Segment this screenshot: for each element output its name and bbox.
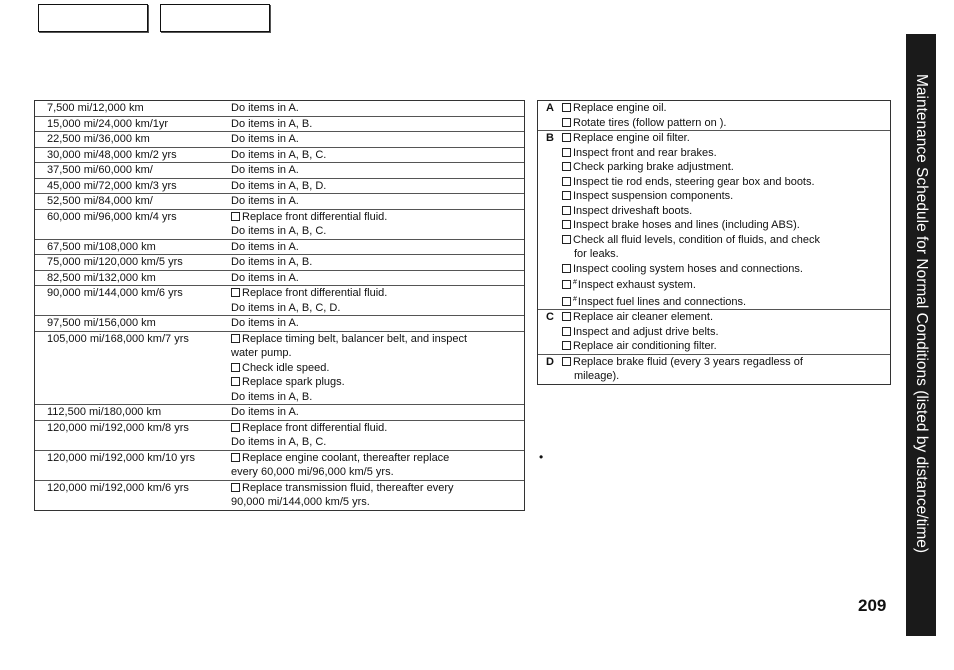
schedule-action-line <box>231 132 518 147</box>
section-sidebar-tab <box>906 34 936 636</box>
schedule-actions <box>231 101 524 116</box>
checkbox-icon <box>562 341 571 350</box>
schedule-distance: 52,500 mi/84,000 km/ <box>47 195 153 207</box>
checkbox-icon <box>562 220 571 229</box>
legend-item-text: Inspect front and rear brakes. <box>573 146 717 159</box>
schedule-action-line <box>231 179 518 194</box>
legend-items <box>562 101 890 130</box>
checkbox-icon <box>562 118 571 127</box>
schedule-action-line <box>231 421 518 436</box>
schedule-distance: 120,000 mi/192,000 km/8 yrs <box>47 421 189 434</box>
checkbox-icon <box>231 288 240 297</box>
legend-item <box>562 355 890 370</box>
schedule-action-text: water pump. <box>231 347 292 359</box>
schedule-distance: 112,500 mi/180,000 km <box>47 406 162 418</box>
schedule-action-text: Do items in A, B, C. <box>231 148 327 161</box>
schedule-action-line <box>231 465 518 480</box>
schedule-distance: 60,000 mi/96,000 km/4 yrs <box>47 210 177 223</box>
checkbox-icon <box>562 297 571 306</box>
schedule-action-text: Do items in A, B, C, D. <box>231 301 341 314</box>
legend-item-text: mileage). <box>574 370 620 382</box>
legend-item <box>562 131 890 146</box>
schedule-action-text: Do items in A. <box>231 133 299 145</box>
schedule-actions <box>231 117 524 132</box>
schedule-actions <box>231 405 524 420</box>
legend-item <box>562 189 890 204</box>
checkbox-icon <box>562 235 571 244</box>
schedule-action-text: Replace spark plugs. <box>242 376 345 388</box>
checkbox-icon <box>562 103 571 112</box>
schedule-actions <box>231 271 524 286</box>
schedule-row <box>35 210 524 240</box>
schedule-action-text: every 60,000 mi/96,000 km/5 yrs. <box>231 466 394 478</box>
legend-item <box>562 116 890 131</box>
checkbox-icon <box>562 327 571 336</box>
legend-item <box>562 339 890 354</box>
legend-item-text: Inspect cooling system hoses and connections. <box>573 262 803 275</box>
schedule-row <box>35 101 524 117</box>
checkbox-icon <box>562 177 571 186</box>
checkbox-icon <box>231 377 240 386</box>
schedule-action-line <box>231 240 518 255</box>
header-box-right <box>160 4 270 32</box>
legend-item-text: Replace air cleaner element. <box>573 311 714 323</box>
schedule-action-line <box>231 481 518 496</box>
schedule-row <box>35 332 524 406</box>
schedule-actions <box>231 421 524 450</box>
schedule-action-text: Check idle speed. <box>242 361 330 374</box>
legend-group <box>538 101 890 131</box>
schedule-action-line <box>231 435 518 450</box>
legend-item <box>562 276 890 293</box>
schedule-distance: 97,500 mi/156,000 km <box>47 317 156 329</box>
checkbox-icon <box>562 312 571 321</box>
legend-item <box>562 247 890 262</box>
schedule-action-line <box>231 332 518 347</box>
schedule-action-line <box>231 495 518 510</box>
checkbox-icon <box>562 357 571 366</box>
legend-key: D <box>546 355 554 368</box>
schedule-action-line <box>231 194 518 209</box>
schedule-action-line <box>231 361 518 376</box>
schedule-distance: 82,500 mi/132,000 km <box>47 271 156 284</box>
legend-item-text: Replace engine oil filter. <box>573 132 690 144</box>
schedule-action-text: Do items in A. <box>231 164 299 176</box>
schedule-action-text: Do items in A. <box>231 240 299 253</box>
checkbox-icon <box>562 280 571 289</box>
schedule-row <box>35 451 524 481</box>
legend-item-text: Inspect fuel lines and connections. <box>577 295 747 308</box>
schedule-action-text: Replace front differential fluid. <box>242 287 388 299</box>
schedule-actions <box>231 481 524 510</box>
legend-item <box>562 293 890 310</box>
schedule-action-line <box>231 375 518 390</box>
checkbox-icon <box>562 148 571 157</box>
schedule-action-text: 90,000 mi/144,000 km/5 yrs. <box>231 496 370 508</box>
legend-items <box>562 310 890 354</box>
legend-item-text: Check parking brake adjustment. <box>573 161 734 173</box>
schedule-action-line <box>231 101 518 116</box>
schedule-distance: 120,000 mi/192,000 km/6 yrs <box>47 481 189 494</box>
legend-group <box>538 355 890 384</box>
schedule-action-line <box>231 271 518 286</box>
schedule-action-line <box>231 117 518 132</box>
checkbox-icon <box>231 363 240 372</box>
maintenance-schedule-table <box>34 100 525 511</box>
legend-key: C <box>546 311 554 323</box>
schedule-distance: 105,000 mi/168,000 km/7 yrs <box>47 332 189 345</box>
page-number: 209 <box>858 596 887 615</box>
legend-item-text: Inspect and adjust drive belts. <box>573 325 719 338</box>
schedule-actions <box>231 179 524 194</box>
schedule-action-line <box>231 286 518 301</box>
schedule-actions <box>231 332 524 405</box>
legend-group <box>538 131 890 310</box>
schedule-action-text: Do items in A. <box>231 317 299 329</box>
schedule-distance: 45,000 mi/72,000 km/3 yrs <box>47 179 177 192</box>
schedule-action-line <box>231 301 518 316</box>
checkbox-icon <box>562 191 571 200</box>
schedule-row <box>35 194 524 210</box>
legend-item <box>562 175 890 190</box>
schedule-action-line <box>231 210 518 225</box>
legend-items <box>562 355 890 384</box>
checkbox-icon <box>231 334 240 343</box>
legend-items <box>562 131 890 309</box>
schedule-actions <box>231 286 524 315</box>
schedule-action-text: Do items in A. <box>231 102 299 114</box>
section-title: Maintenance Schedule for Normal Conditions (listed by distance/time) <box>913 74 930 554</box>
checkbox-icon <box>231 212 240 221</box>
hash-mark: # <box>573 279 577 286</box>
checkbox-icon <box>562 206 571 215</box>
schedule-distance: 15,000 mi/24,000 km/1yr <box>47 117 169 130</box>
checkbox-icon <box>562 162 571 171</box>
legend-item <box>562 325 890 340</box>
legend-item-text: Inspect brake hoses and lines (including ABS). <box>573 219 800 231</box>
schedule-distance: 90,000 mi/144,000 km/6 yrs <box>47 287 183 299</box>
schedule-action-text: Replace engine coolant, thereafter replace <box>242 451 450 464</box>
checkbox-icon <box>231 483 240 492</box>
schedule-action-line <box>231 148 518 163</box>
schedule-action-line <box>231 346 518 361</box>
schedule-distance: 75,000 mi/120,000 km/5 yrs <box>47 256 183 268</box>
schedule-action-line <box>231 451 518 466</box>
schedule-action-text: Replace transmission fluid, thereafter every <box>242 481 454 494</box>
schedule-action-text: Do items in A. <box>231 195 299 207</box>
schedule-action-text: Replace timing belt, balancer belt, and inspect <box>242 332 468 345</box>
schedule-action-text: Replace front differential fluid. <box>242 210 388 223</box>
schedule-actions <box>231 240 524 255</box>
legend-item <box>562 146 890 161</box>
legend-item <box>562 262 890 277</box>
schedule-actions <box>231 148 524 163</box>
legend-item-text: Check all fluid levels, condition of fluids, and check <box>573 233 821 246</box>
schedule-actions <box>231 194 524 209</box>
schedule-action-text: Do items in A, B. <box>231 256 313 268</box>
schedule-action-text: Do items in A. <box>231 406 299 418</box>
checkbox-icon <box>231 453 240 462</box>
checkbox-icon <box>562 264 571 273</box>
schedule-row <box>35 179 524 195</box>
schedule-action-text: Do items in A, B. <box>231 390 313 403</box>
legend-item <box>562 160 890 175</box>
legend-group <box>538 310 890 355</box>
schedule-row <box>35 132 524 148</box>
schedule-action-line <box>231 390 518 405</box>
legend-item-text: for leaks. <box>574 248 619 260</box>
schedule-actions <box>231 132 524 147</box>
schedule-row <box>35 148 524 164</box>
schedule-action-text: Do items in A, B. <box>231 117 313 130</box>
schedule-action-text: Do items in A, B, C. <box>231 225 327 237</box>
schedule-actions <box>231 163 524 178</box>
schedule-action-line <box>231 316 518 331</box>
schedule-distance: 22,500 mi/36,000 km <box>47 133 150 145</box>
legend-item-text: Replace brake fluid (every 3 years regadless of <box>573 355 803 368</box>
schedule-action-line <box>231 163 518 178</box>
legend-item-text: Rotate tires (follow pattern on ). <box>573 116 727 129</box>
legend-item <box>562 233 890 248</box>
schedule-actions <box>231 316 524 331</box>
legend-item-text: Inspect exhaust system. <box>577 279 696 291</box>
schedule-action-text: Do items in A, B, D. <box>231 179 327 192</box>
legend-key: A <box>546 102 554 114</box>
legend-item <box>562 218 890 233</box>
schedule-action-text: Do items in A. <box>231 271 299 284</box>
schedule-row <box>35 316 524 332</box>
schedule-row <box>35 117 524 133</box>
schedule-distance: 67,500 mi/108,000 km <box>47 240 156 253</box>
legend-key: B <box>546 132 554 144</box>
schedule-row <box>35 286 524 316</box>
schedule-action-line <box>231 255 518 270</box>
legend-item-text: Inspect driveshaft boots. <box>573 204 693 217</box>
legend-item <box>562 310 890 325</box>
hash-mark: # <box>573 295 577 303</box>
bullet-mark: • <box>539 450 544 464</box>
schedule-actions <box>231 255 524 270</box>
schedule-distance: 7,500 mi/12,000 km <box>47 102 144 114</box>
legend-item <box>562 204 890 219</box>
schedule-row <box>35 271 524 287</box>
legend-item <box>562 101 890 116</box>
schedule-row <box>35 405 524 421</box>
legend-item-text: Replace engine oil. <box>573 102 667 114</box>
schedule-row <box>35 240 524 256</box>
schedule-action-line <box>231 405 518 420</box>
schedule-row <box>35 481 524 510</box>
schedule-action-text: Replace front differential fluid. <box>242 421 388 434</box>
legend-item-text: Replace air conditioning filter. <box>573 340 717 352</box>
maintenance-items-legend <box>537 100 891 385</box>
schedule-distance: 30,000 mi/48,000 km/2 yrs <box>47 148 177 161</box>
legend-item-text: Inspect tie rod ends, steering gear box and boots. <box>573 175 815 188</box>
schedule-distance: 120,000 mi/192,000 km/10 yrs <box>47 451 195 464</box>
checkbox-icon <box>231 423 240 432</box>
schedule-action-line <box>231 224 518 239</box>
schedule-row <box>35 255 524 271</box>
schedule-actions <box>231 210 524 239</box>
header-box-left <box>38 4 148 32</box>
schedule-row <box>35 163 524 179</box>
schedule-actions <box>231 451 524 480</box>
schedule-action-text: Do items in A, B, C. <box>231 436 327 448</box>
checkbox-icon <box>562 133 571 142</box>
legend-item-text: Inspect suspension components. <box>573 190 734 202</box>
legend-item <box>562 369 890 384</box>
schedule-row <box>35 421 524 451</box>
schedule-distance: 37,500 mi/60,000 km/ <box>47 164 153 176</box>
